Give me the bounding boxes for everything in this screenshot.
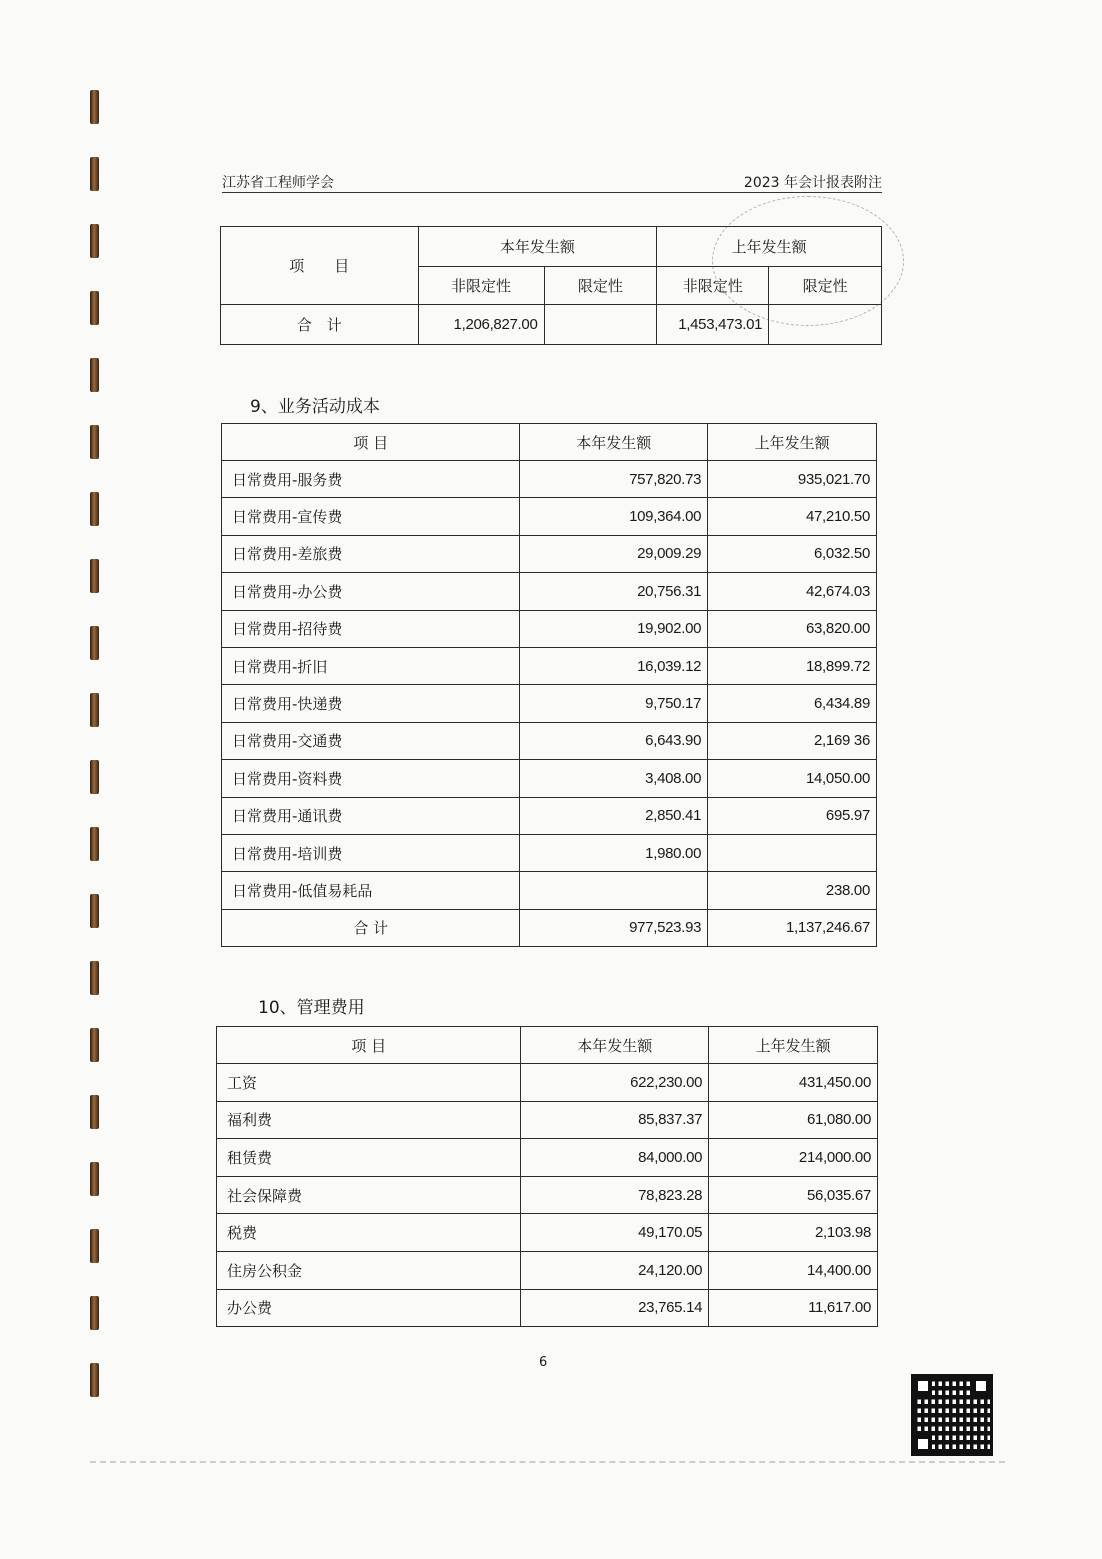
row-prior: 61,080.00: [709, 1101, 878, 1139]
table-row: [217, 1064, 878, 1102]
binding-hole: [90, 90, 99, 124]
table-row: [222, 610, 877, 647]
sub-unrestricted-header: 非限定性: [657, 267, 769, 305]
total-label: 合 计: [221, 305, 419, 345]
table-row: [222, 573, 877, 610]
row-prior: 2,169 36: [708, 722, 877, 759]
row-item: 日常费用-低值易耗品: [222, 872, 520, 909]
table-row: [222, 685, 877, 722]
total-current: 977,523.93: [520, 909, 708, 946]
col-item-header: 项 目: [217, 1027, 521, 1064]
row-item: 日常费用-招待费: [222, 610, 520, 647]
binding-hole: [90, 1296, 99, 1330]
binding-hole: [90, 693, 99, 727]
binding-hole: [90, 1229, 99, 1263]
row-prior: 6,434.89: [708, 685, 877, 722]
row-current: 1,980.00: [520, 834, 708, 871]
binding-hole: [90, 224, 99, 258]
table-row: [222, 834, 877, 871]
row-current: 109,364.00: [520, 498, 708, 535]
binding-hole: [90, 827, 99, 861]
row-prior: 56,035.67: [709, 1176, 878, 1214]
binding-hole: [90, 291, 99, 325]
section10-title: 10、管理费用: [258, 998, 365, 1018]
row-prior: 14,050.00: [708, 760, 877, 797]
total-current-restricted: [544, 305, 657, 345]
business-cost-table: [221, 423, 877, 947]
page-number: 6: [539, 1355, 548, 1370]
row-prior: 238.00: [708, 872, 877, 909]
row-current: 24,120.00: [521, 1251, 709, 1289]
table-row: [222, 760, 877, 797]
row-current: 6,643.90: [520, 722, 708, 759]
table-row: [217, 1289, 878, 1327]
row-current: 49,170.05: [521, 1214, 709, 1252]
binding-hole: [90, 425, 99, 459]
row-item: 日常费用-服务费: [222, 461, 520, 498]
row-item: 日常费用-差旅费: [222, 535, 520, 572]
doc-title: 2023 年会计报表附注: [743, 175, 882, 191]
page-header: [222, 172, 882, 193]
col-current-header: 本年发生额: [418, 227, 657, 267]
row-prior: 47,210.50: [708, 498, 877, 535]
binding-hole: [90, 626, 99, 660]
row-current: 85,837.37: [521, 1101, 709, 1139]
row-current: 84,000.00: [521, 1139, 709, 1177]
col-item-header: 项 目: [221, 227, 419, 305]
table-row: [217, 1101, 878, 1139]
row-item: 社会保障费: [217, 1176, 521, 1214]
row-prior: [708, 834, 877, 871]
table-row: [222, 647, 877, 684]
row-prior: 63,820.00: [708, 610, 877, 647]
row-prior: 214,000.00: [709, 1139, 878, 1177]
total-current-unrestricted: 1,206,827.00: [418, 305, 544, 345]
row-item: 税费: [217, 1214, 521, 1252]
row-prior: 431,450.00: [709, 1064, 878, 1102]
seal-stamp-icon: [712, 196, 904, 326]
row-item: 日常费用-宣传费: [222, 498, 520, 535]
row-item: 日常费用-快递费: [222, 685, 520, 722]
binding-hole: [90, 492, 99, 526]
row-current: 2,850.41: [520, 797, 708, 834]
scan-edge-line: [90, 1461, 1005, 1463]
org-name: 江苏省工程师学会: [222, 175, 334, 191]
row-item: 租赁费: [217, 1139, 521, 1177]
row-current: 622,230.00: [521, 1064, 709, 1102]
binding-hole: [90, 1028, 99, 1062]
table-row: [217, 1176, 878, 1214]
col-current-header: 本年发生额: [521, 1027, 709, 1064]
col-prior-header: 上年发生额: [709, 1027, 878, 1064]
row-prior: 42,674.03: [708, 573, 877, 610]
row-item: 日常费用-交通费: [222, 722, 520, 759]
row-current: 78,823.28: [521, 1176, 709, 1214]
row-prior: 695.97: [708, 797, 877, 834]
row-current: 757,820.73: [520, 461, 708, 498]
binding-hole: [90, 1363, 99, 1397]
row-prior: 14,400.00: [709, 1251, 878, 1289]
sub-unrestricted-header: 非限定性: [418, 267, 544, 305]
binding-hole: [90, 157, 99, 191]
table-row: [222, 722, 877, 759]
binding-hole: [90, 894, 99, 928]
row-item: 日常费用-培训费: [222, 834, 520, 871]
table-row: [222, 872, 877, 909]
row-current: 19,902.00: [520, 610, 708, 647]
binding-hole: [90, 1095, 99, 1129]
row-current: 16,039.12: [520, 647, 708, 684]
binding-hole: [90, 1162, 99, 1196]
table-row: [222, 797, 877, 834]
admin-expense-table: [216, 1026, 878, 1327]
row-item: 工资: [217, 1064, 521, 1102]
col-current-header: 本年发生额: [520, 424, 708, 461]
row-current: 23,765.14: [521, 1289, 709, 1327]
row-item: 住房公积金: [217, 1251, 521, 1289]
binding-hole: [90, 559, 99, 593]
row-current: 20,756.31: [520, 573, 708, 610]
total-prior: 1,137,246.67: [708, 909, 877, 946]
row-item: 日常费用-办公费: [222, 573, 520, 610]
col-prior-header: 上年发生额: [657, 227, 882, 267]
row-current: 3,408.00: [520, 760, 708, 797]
row-current: [520, 872, 708, 909]
row-item: 日常费用-资料费: [222, 760, 520, 797]
row-prior: 935,021.70: [708, 461, 877, 498]
row-current: 29,009.29: [520, 535, 708, 572]
col-prior-header: 上年发生额: [708, 424, 877, 461]
binding-hole: [90, 760, 99, 794]
row-prior: 11,617.00: [709, 1289, 878, 1327]
row-item: 日常费用-折旧: [222, 647, 520, 684]
row-item: 日常费用-通讯费: [222, 797, 520, 834]
row-item: 福利费: [217, 1101, 521, 1139]
sub-restricted-header: 限定性: [544, 267, 657, 305]
binding-hole: [90, 358, 99, 392]
row-prior: 6,032.50: [708, 535, 877, 572]
table-row: [222, 535, 877, 572]
row-prior: 18,899.72: [708, 647, 877, 684]
table-row: [217, 1214, 878, 1252]
qr-code-icon: [911, 1374, 993, 1456]
table-row: [222, 498, 877, 535]
total-label: 合 计: [222, 909, 520, 946]
table-row: [222, 461, 877, 498]
row-current: 9,750.17: [520, 685, 708, 722]
row-prior: 2,103.98: [709, 1214, 878, 1252]
row-item: 办公费: [217, 1289, 521, 1327]
sub-restricted-header: 限定性: [769, 267, 882, 305]
binding-hole: [90, 961, 99, 995]
section9-title: 9、业务活动成本: [250, 397, 380, 417]
table-row: [217, 1251, 878, 1289]
total-prior-unrestricted: 1,453,473.01: [657, 305, 769, 345]
col-item-header: 项 目: [222, 424, 520, 461]
table-row: [217, 1139, 878, 1177]
